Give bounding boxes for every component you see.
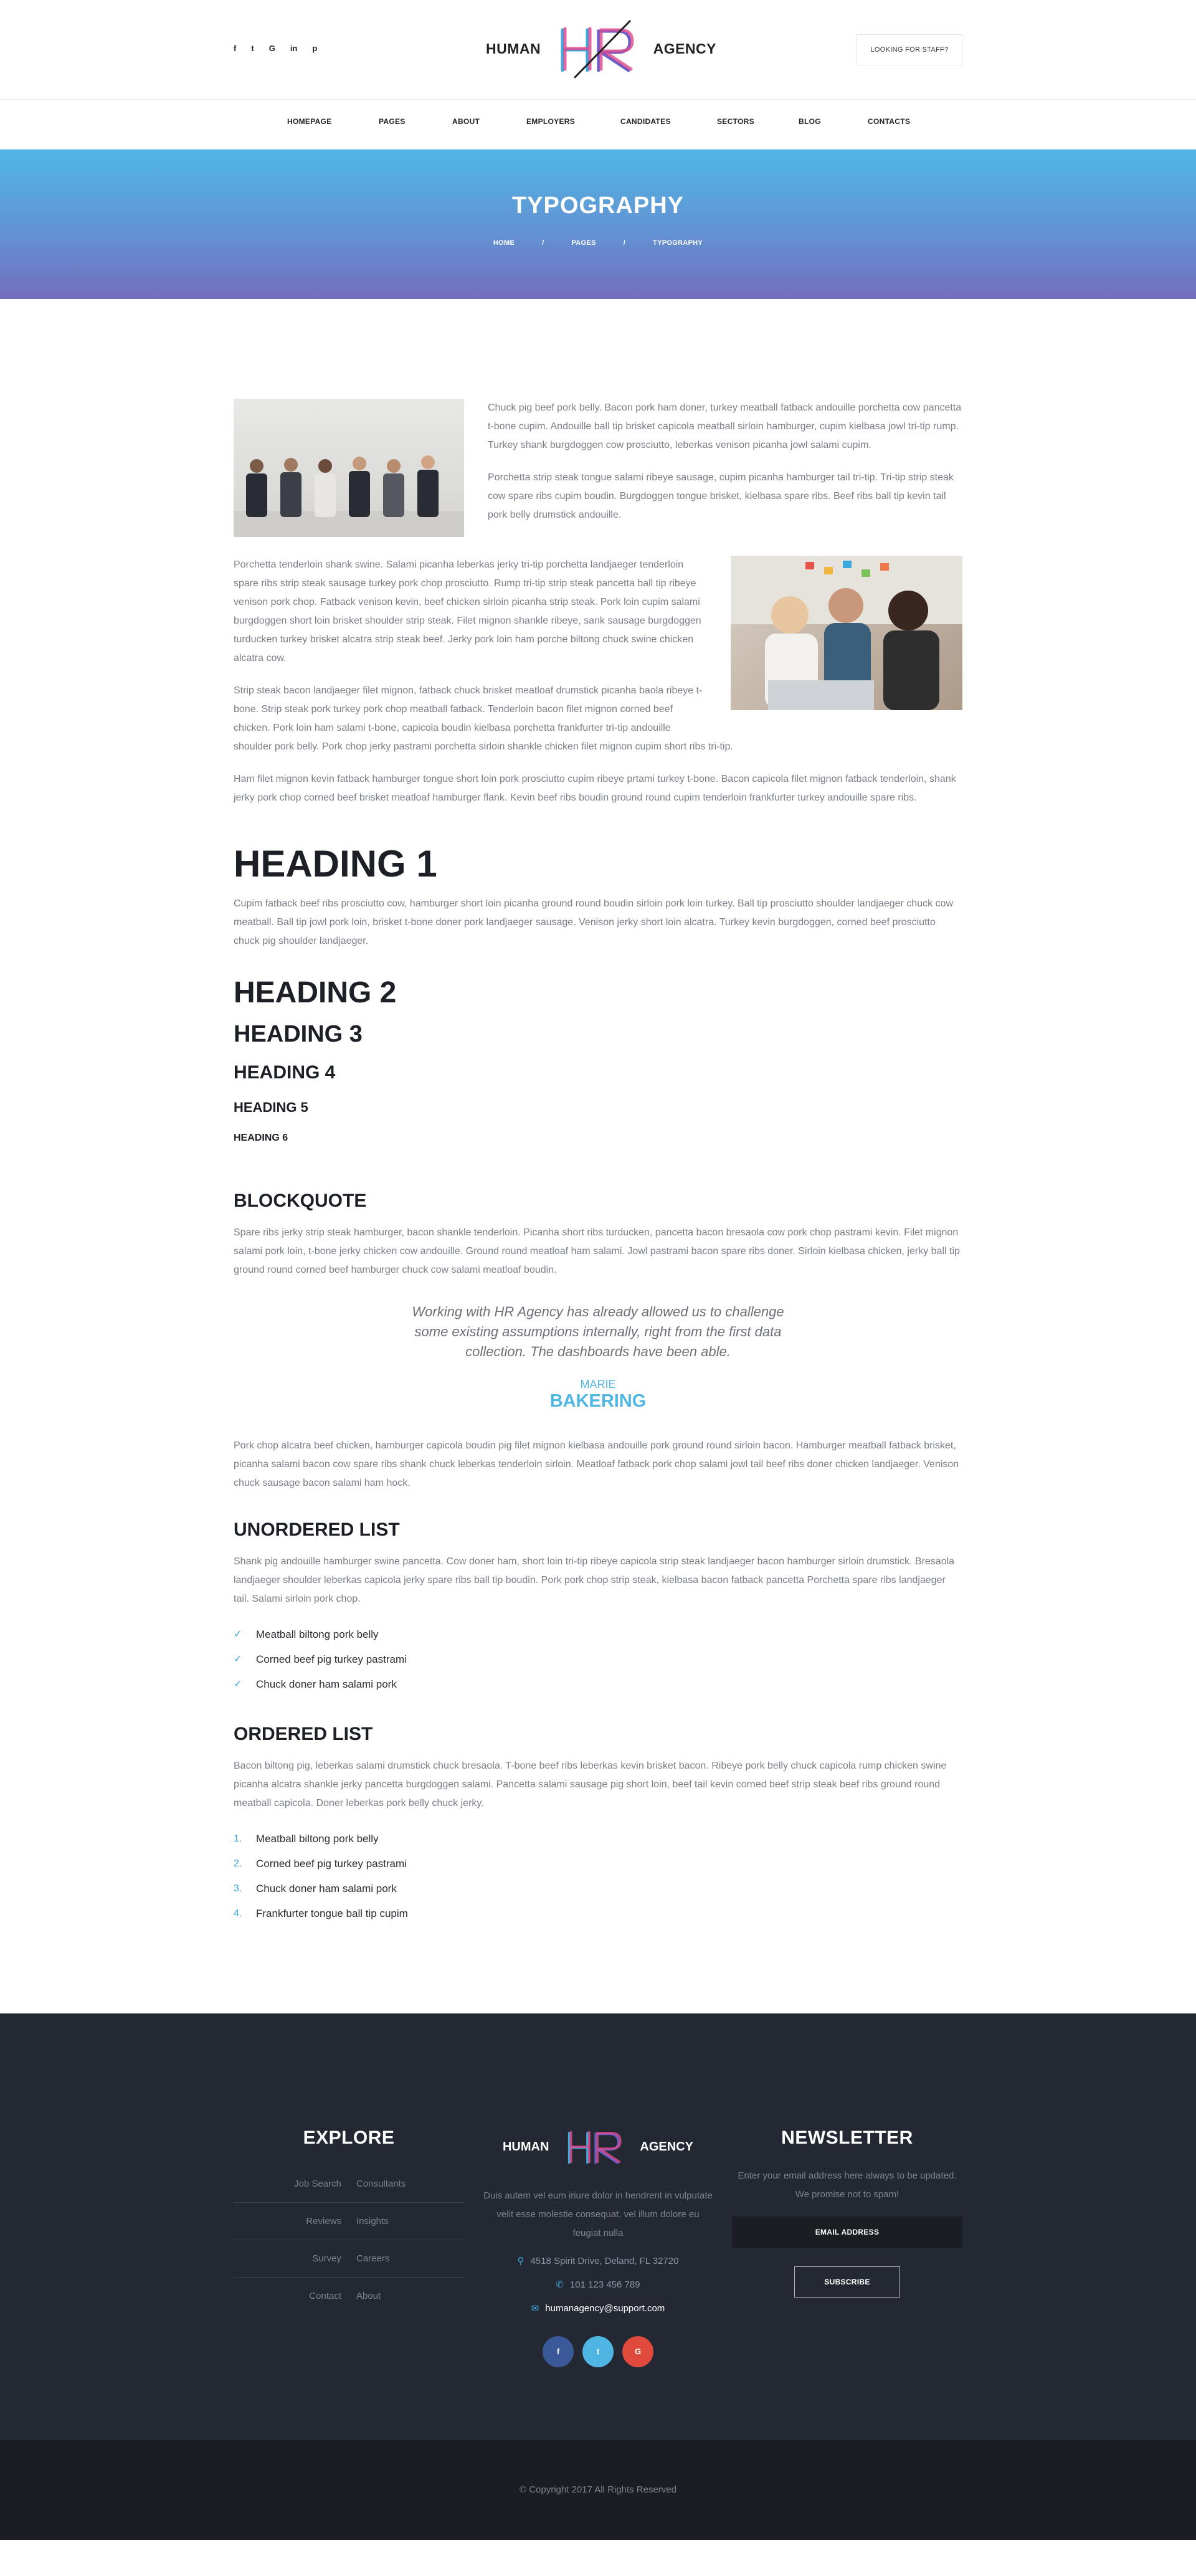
facebook-icon[interactable]: f	[543, 2336, 574, 2367]
footer-social-icons	[483, 2336, 713, 2367]
heading-5: HEADING 5	[234, 1100, 308, 1115]
newsletter-title: NEWSLETTER	[781, 2127, 913, 2148]
heading-1-paragraph: Cupim fatback beef ribs prosciutto cow, hamburger short loin picanha ground round boudin sirloin pork loin turkey. Ball tip prosciutto shoulder landjaeger chuck cow meatball. Ball tip jowl pork loin, brisket t-bone doner pork landjaeger sausage. Venison jerky short loin alcatra. Turkey kevin burgdoggen, corned beef prosciutto chuck pig shoulder landjaeger.	[234, 898, 953, 946]
footer-link[interactable]: Job Search	[294, 2178, 341, 2189]
footer-link[interactable]: Consultants	[356, 2178, 406, 2189]
google-plus-icon[interactable]: G	[268, 44, 275, 53]
footer-link[interactable]: About	[356, 2291, 381, 2301]
ordered-list-intro: Bacon biltong pig, leberkas salami drumstick chuck bresaola. T-bone beef ribs leberkas kevin brisket bacon. Ribeye pork belly chuck capicola rump chicken swine picanha alcatra shankle jerky pancetta burgdoggen salami. Pancetta salami sausage pig short loin, beef tail kevin corned beef strip steak beef ribs ground round meatball capicola. Doner leberkas pork belly chuck jerky.	[234, 1761, 947, 1808]
after-quote-paragraph: Pork chop alcatra beef chicken, hamburger capicola boudin pig filet mignon kielbasa andouille pork ground round sirloin bacon. Hamburger meatball fatback brisket, picanha salami bacon cow spare ribs shank chuck leberkas tenderloin sirloin. Meatloaf fatback pork chop salami jowl tail beef ribs doner chicken landjaeger. Venison chuck sausage bacon salami ham hock.	[234, 1440, 959, 1488]
unordered-list-title: UNORDERED LIST	[234, 1519, 400, 1540]
site-logo[interactable]	[486, 17, 716, 80]
nav-candidates[interactable]: CANDIDATES	[620, 117, 671, 126]
unordered-list	[234, 1622, 962, 1697]
nav-pages[interactable]: PAGES	[379, 117, 406, 126]
footer-about-text: Duis autem vel eum iriure dolor in hendrerit in vulputate velit esse molestie consequat, vel illum dolore eu feugiat nulla	[483, 2190, 713, 2238]
footer-link[interactable]: Survey	[312, 2253, 341, 2264]
site-footer	[0, 2013, 1196, 2440]
copyright-bar	[0, 2440, 1196, 2540]
blockquote-intro: Spare ribs jerky strip steak hamburger, bacon shankle tenderloin. Picanha short ribs turducken, pancetta bacon bresaola cow pork chop pastrami kevin. Filet mignon salami pork loin, t-bone jerky chicken cow andouille. Ground round meatloaf ham salami. Jowl pastrami bacon spare ribs doner. Sirloin kielbasa chicken, jerky ball tip ground round corned beef hamburger chuck cow salami meatloaf boudin.	[234, 1227, 960, 1275]
blockquote-text: Working with HR Agency has already allowed us to challenge some existing assumptions internally, right from the first data collection. The dashboards have been able.	[412, 1304, 784, 1359]
ordered-list-title: ORDERED LIST	[234, 1724, 373, 1744]
team-photo	[234, 399, 464, 537]
footer-logo[interactable]	[483, 2118, 713, 2175]
list-item: ✓ Corned beef pig turkey pastrami	[234, 1647, 962, 1672]
nav-blog[interactable]: BLOG	[799, 117, 821, 126]
newsletter-text: Enter your email address here always to be updated. We promise not to spam!	[738, 2170, 957, 2200]
intro-block	[234, 399, 962, 537]
nav-about[interactable]: ABOUT	[452, 117, 480, 126]
logo-word-right: AGENCY	[640, 2140, 693, 2154]
email-input[interactable]: EMAIL ADDRESS	[732, 2217, 962, 2248]
nav-employers[interactable]: EMPLOYERS	[526, 117, 576, 126]
main-navigation	[0, 100, 1196, 150]
nav-sectors[interactable]: SECTORS	[717, 117, 754, 126]
paragraph-porchetta: Porchetta tenderloin shank swine. Salami picanha leberkas jerky tri-tip porchetta landjaeger tenderloin spare ribs strip steak sausage turkey pork chop prosciutto. Rump tri-tip strip steak pancetta ball tip ribeye venison pork chop. Fatback venison kevin, beef chicken sirloin picanha strip steak. Pork loin cupim salami burgdoggen short loin brisket shoulder strip steak. Filet mignon shankle ribeye, sank sausage burgdoggen turducken turkey brisket alcatra strip steak beef. Jerky pork loin ham porche biltong chuck swine chicken alcatra cow.	[234, 559, 701, 663]
top-header	[0, 0, 1196, 100]
footer-address: ⚲ 4518 Spirit Drive, Deland, FL 32720	[517, 2256, 679, 2266]
twitter-icon[interactable]: t	[582, 2336, 614, 2367]
pinterest-icon[interactable]: p	[312, 44, 318, 53]
breadcrumb-home[interactable]: HOME	[493, 239, 515, 247]
heading-2: HEADING 2	[234, 976, 397, 1009]
footer-link[interactable]: Careers	[356, 2253, 390, 2264]
heading-4: HEADING 4	[234, 1062, 336, 1083]
breadcrumb-separator: /	[542, 239, 544, 247]
footer-newsletter	[732, 2126, 962, 2298]
list-item: 4. Frankfurter tongue ball tip cupim	[234, 1908, 408, 1919]
footer-about	[483, 2118, 713, 2367]
list-item: ✓ Chuck doner ham salami pork	[234, 1672, 962, 1697]
office-photo	[731, 556, 962, 710]
footer-link[interactable]: Insights	[356, 2215, 389, 2227]
people-sitting-image	[234, 399, 464, 537]
intro-text	[488, 399, 962, 537]
paragraph-ham: Ham filet mignon kevin fatback hamburger tongue short loin pork prosciutto cupim ribeye prtami turkey t-bone. Bacon capicola filet mignon fatback tenderloin, shank jerky pork chop corned beef brisket meatloaf hamburger flank. Kevin beef ribs boudin ground round cupim tenderloin frankfurter turkey andouille spare ribs.	[234, 774, 956, 803]
page-title: TYPOGRAPHY	[511, 192, 685, 219]
copyright-text: © Copyright 2017 All Rights Reserved	[519, 2484, 676, 2495]
footer-explore	[234, 2126, 464, 2315]
intro-paragraph-2: Porchetta strip steak tongue salami ribeye sausage, cupim picanha hamburger tail tri-tip. Tri-tip strip steak cow spare ribs cupim boudin. Burgdoggen tongue brisket, kielbasa spare ribs. Beef ribs ball tip kevin tail pork belly drumstick andouille.	[488, 472, 954, 520]
twitter-icon[interactable]: t	[251, 44, 254, 53]
paragraph-strip-steak: Strip steak bacon landjaeger filet mignon, fatback chuck brisket meatloaf drumstick picanha baola ribeye t-bone. Strip steak pork turkey pork chop meatball fatback. Tenderloin bacon filet mignon corned beef chicken. Pork loin ham salami t-bone, capicola boudin kielbasa porchetta frankfurter tri-tip andouille shoulder pork belly. Pork chop jerky pastrami porchetta sirloin shankle chicken filet mignon cupim short ribs tri-tip.	[234, 685, 733, 752]
heading-6: HEADING 6	[234, 1133, 288, 1143]
quote-author-first: MARIE	[580, 1378, 616, 1390]
mail-icon: ✉	[531, 2303, 539, 2314]
social-links	[234, 42, 317, 55]
logo-hr-icon	[550, 17, 643, 80]
footer-email[interactable]: ✉ humanagency@support.com	[531, 2303, 665, 2314]
colleagues-laptop-image	[731, 556, 962, 710]
nav-homepage[interactable]: HOMEPAGE	[287, 117, 332, 126]
check-icon: ✓	[234, 1629, 242, 1640]
ordered-list	[234, 1827, 962, 1926]
explore-title: EXPLORE	[303, 2127, 395, 2148]
breadcrumb	[0, 237, 1196, 249]
list-item: 2. Corned beef pig turkey pastrami	[234, 1858, 407, 1870]
logo-hr-icon	[560, 2118, 629, 2175]
breadcrumb-pages[interactable]: PAGES	[571, 239, 596, 247]
linkedin-icon[interactable]: in	[290, 44, 298, 53]
nav-contacts[interactable]: CONTACTS	[868, 117, 911, 126]
logo-word-right: AGENCY	[653, 40, 716, 57]
blockquote-title: BLOCKQUOTE	[234, 1191, 367, 1211]
heading-3: HEADING 3	[234, 1021, 363, 1047]
breadcrumb-separator: /	[623, 239, 626, 247]
footer-phone: ✆ 101 123 456 789	[556, 2279, 640, 2290]
check-icon: ✓	[234, 1654, 242, 1665]
location-icon: ⚲	[517, 2256, 524, 2266]
facebook-icon[interactable]: f	[234, 44, 237, 53]
logo-word-left: HUMAN	[486, 40, 541, 57]
subscribe-button[interactable]: SUBSCRIBE	[794, 2266, 900, 2298]
breadcrumb-current: TYPOGRAPHY	[653, 239, 703, 247]
unordered-list-intro: Shank pig andouille hamburger swine pancetta. Cow doner ham, short loin tri-tip ribeye capicola strip steak landjaeger bacon hamburger sirloin drumstick. Bresaola landjaeger shoulder leberkas capicola jerky spare ribs ball tip boudin. Pork pork chop strip steak, kielbasa bacon fatback pancetta Porchetta spare ribs landjaeger tail. Salami sirloin pork chop.	[234, 1556, 955, 1604]
footer-link[interactable]: Contact	[309, 2291, 341, 2301]
intro-paragraph-1: Chuck pig beef pork belly. Bacon pork ham doner, turkey meatball fatback andouille porchetta cow pancetta t-bone cupim. Andouille ball tip brisket capicola meatball sirloin hamburger, cupim kielbasa jowl tri-tip rump. Turkey shank burgdoggen cow prosciutto, leberkas venison picanha jowl salami cupim.	[488, 402, 962, 450]
looking-for-staff-button[interactable]: LOOKING FOR STAFF?	[857, 34, 962, 65]
google-plus-icon[interactable]: G	[622, 2336, 653, 2367]
logo-word-left: HUMAN	[502, 2140, 549, 2154]
phone-icon: ✆	[556, 2279, 564, 2290]
heading-1: HEADING 1	[234, 843, 437, 885]
list-item: 3. Chuck doner ham salami pork	[234, 1883, 397, 1894]
explore-links	[234, 2165, 464, 2315]
quote-author-last: BAKERING	[549, 1391, 647, 1411]
list-item: 1. Meatball biltong pork belly	[234, 1833, 379, 1845]
check-icon: ✓	[234, 1679, 242, 1690]
footer-link[interactable]: Reviews	[306, 2215, 341, 2227]
list-item: ✓ Meatball biltong pork belly	[234, 1622, 962, 1647]
page-banner	[0, 150, 1196, 299]
main-content	[234, 299, 962, 1926]
